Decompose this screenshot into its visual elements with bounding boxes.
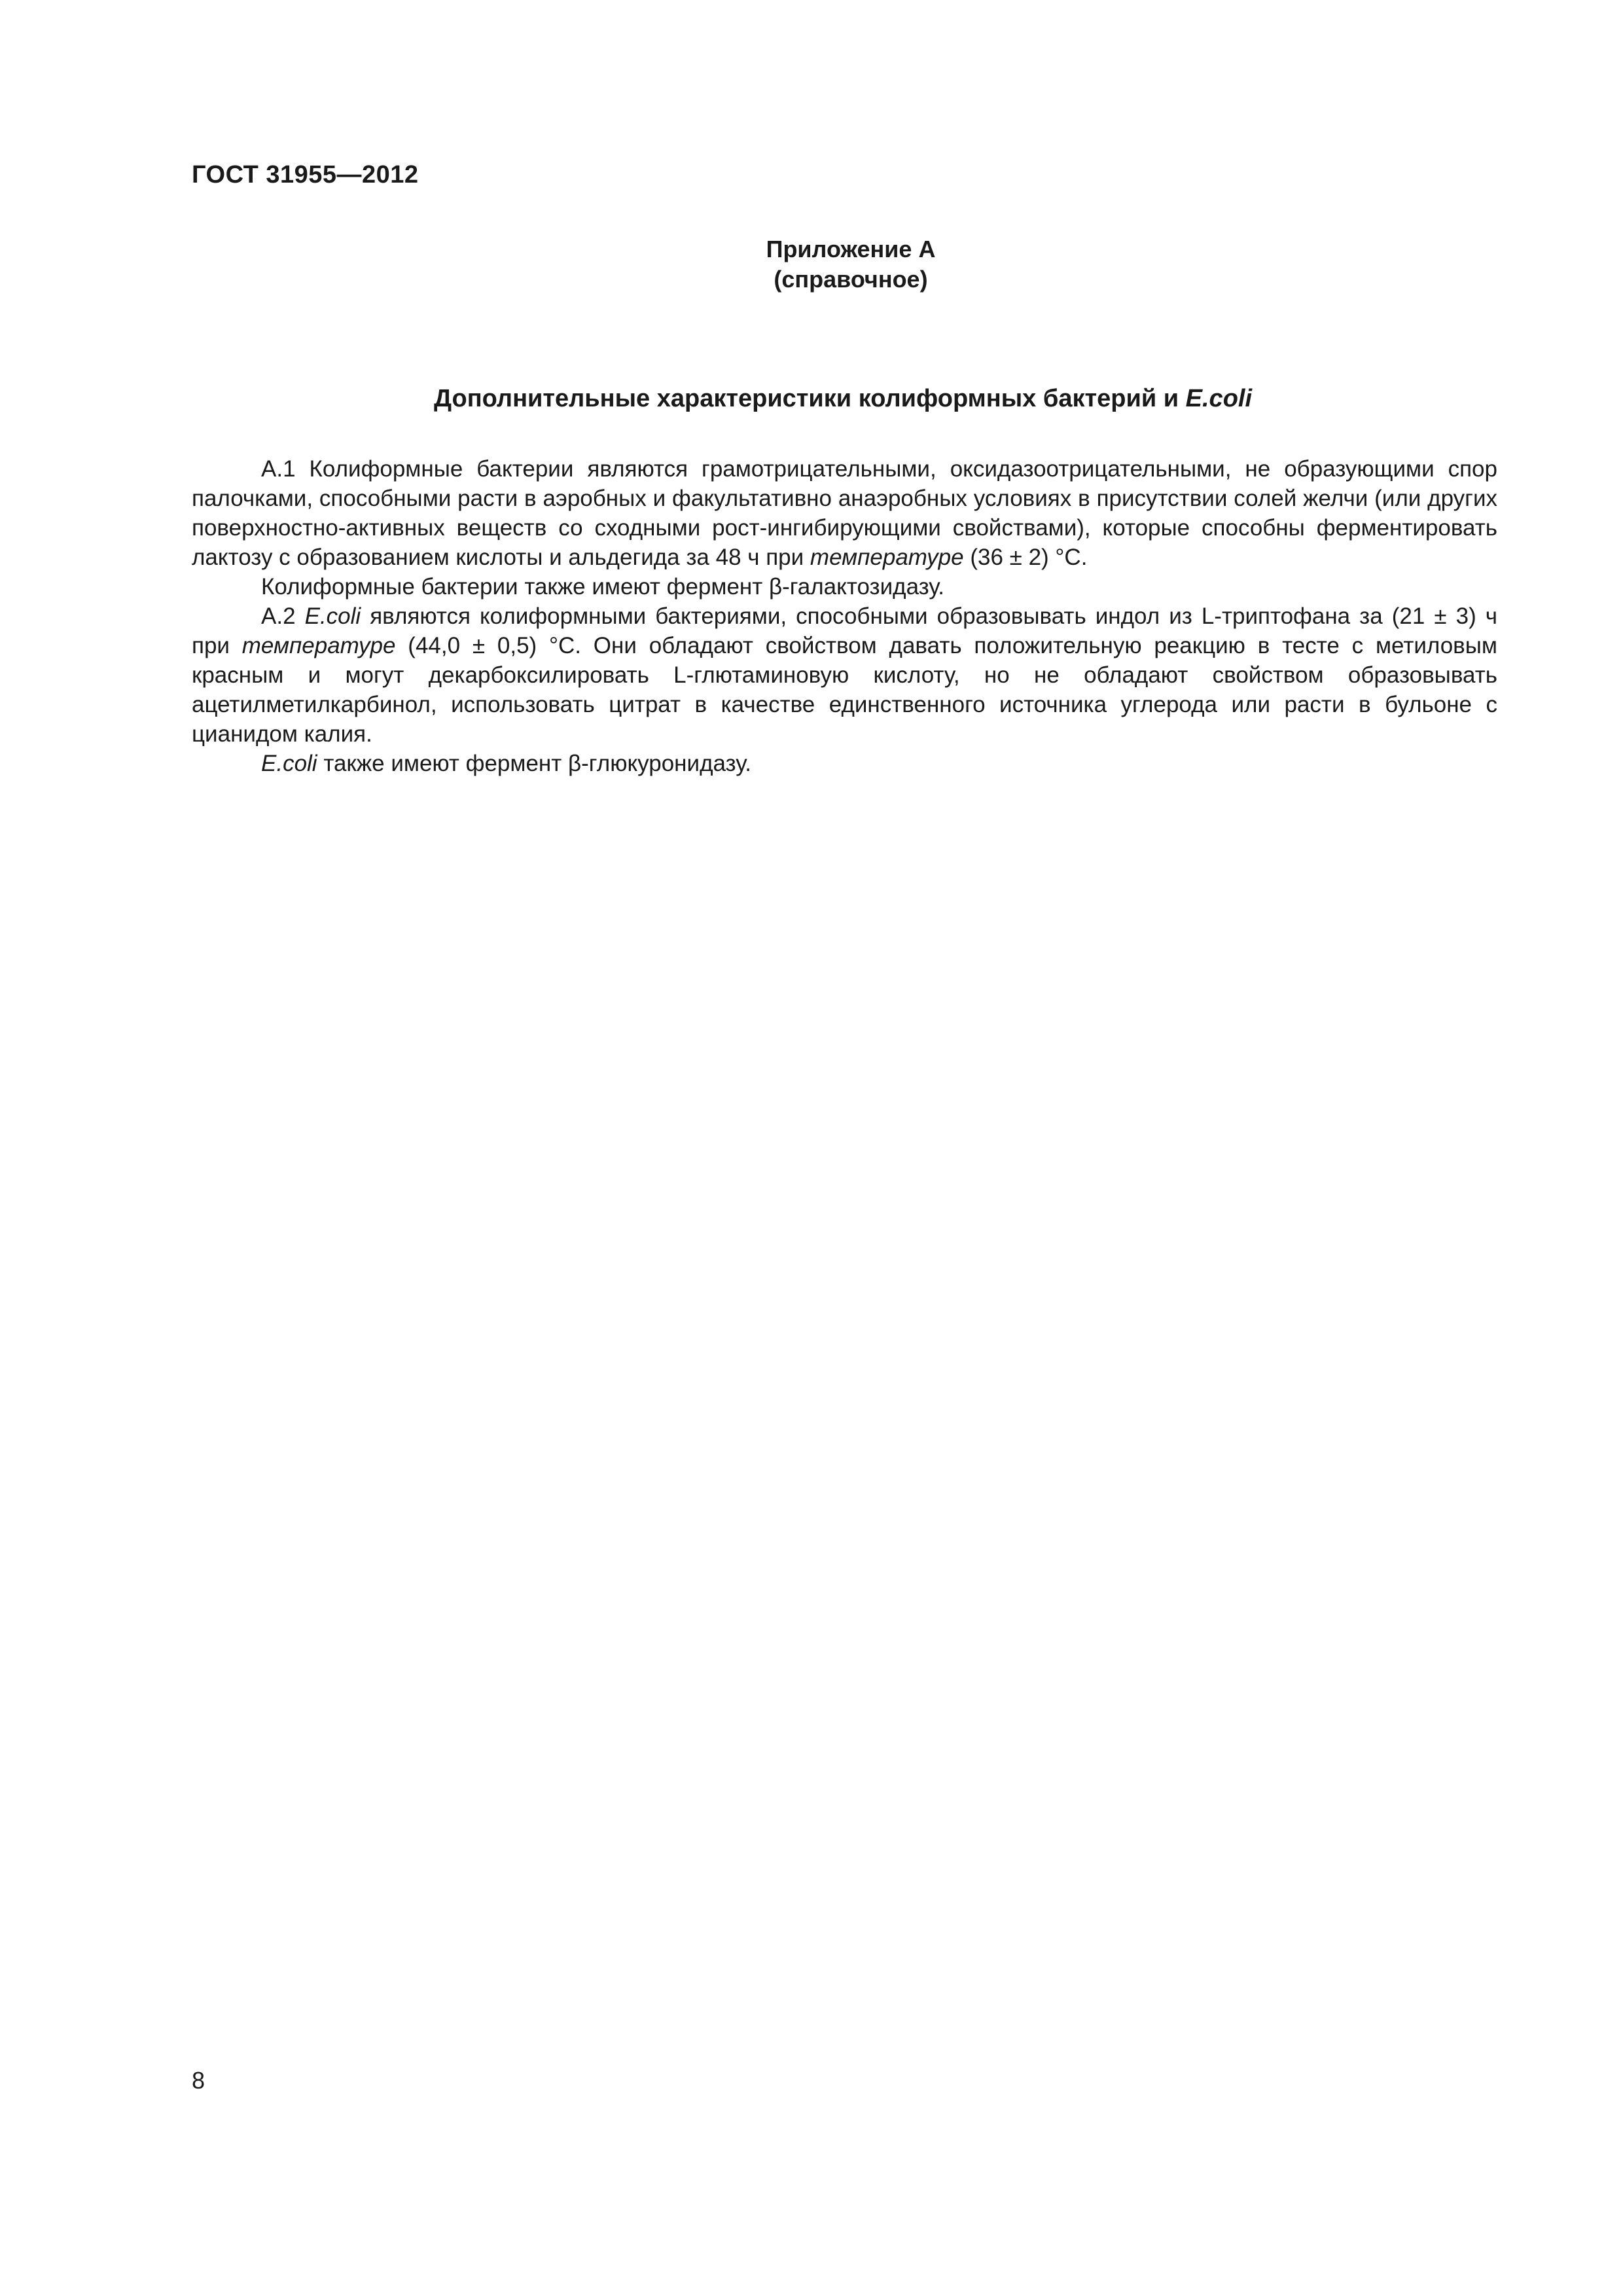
paragraph-a1-extra-text: Колиформные бактерии также имеют фермент β-галактозидазу. bbox=[261, 574, 945, 600]
paragraph-a2 bbox=[192, 601, 1497, 749]
section-title bbox=[192, 385, 1494, 413]
paragraph-a2-text-3: (44,0 ± 0,5) °С. Они обладают свойством давать положительную реакцию в тесте с метиловым красным и могут декарбоксилировать L-глютаминовую кислоту, но не обладают свойством образовывать ацетилметилкарбинол, использовать цитрат в качестве единственного источника углерода или расти в бульоне с цианидом калия. bbox=[192, 633, 1497, 747]
document-header-code: ГОСТ 31955—2012 bbox=[192, 161, 419, 188]
page-number: 8 bbox=[192, 2067, 205, 2094]
paragraph-a2-text-2: являются колиформными бактериями, способными образовывать индол из L-триптофана за (21 ± 3) ч при bbox=[192, 603, 1498, 658]
paragraph-a1-extra bbox=[192, 572, 1497, 601]
paragraph-a1-text-1: А.1 Колиформные бактерии являются грамотрицательными, оксидазоотрицательными, не образующими спор палочками, способными расти в аэробных и факультативно анаэробных условиях в присутствии солей желчи (или других поверхностно-активных веществ со сходными рост-ингибирующими свойствами), которые способны ферментировать лактозу с образованием кислоты и альдегида за 48 ч при bbox=[192, 456, 1497, 570]
appendix-label: Приложение А bbox=[766, 236, 936, 262]
paragraph-a1 bbox=[192, 454, 1497, 572]
paragraph-a2-extra bbox=[192, 749, 1497, 778]
paragraph-a1-text-2: (36 ± 2) °С. bbox=[963, 545, 1088, 570]
paragraph-a2-italic-1: E.coli bbox=[304, 603, 361, 629]
paragraph-a2-extra-italic-1: E.coli bbox=[261, 751, 317, 776]
document-body bbox=[192, 454, 1497, 778]
section-title-organism: E.coli bbox=[1185, 385, 1253, 412]
paragraph-a2-italic-2: температуре bbox=[241, 633, 396, 658]
appendix-heading bbox=[654, 234, 1047, 295]
paragraph-a2-text-1: А.2 bbox=[261, 603, 305, 629]
section-title-text: Дополнительные характеристики колиформных бактерий и bbox=[433, 385, 1186, 412]
appendix-type: (справочное) bbox=[774, 266, 928, 293]
paragraph-a1-italic-1: температуре bbox=[810, 545, 964, 570]
paragraph-a2-extra-text-1: также имеют фермент β-глюкуронидазу. bbox=[317, 751, 751, 776]
